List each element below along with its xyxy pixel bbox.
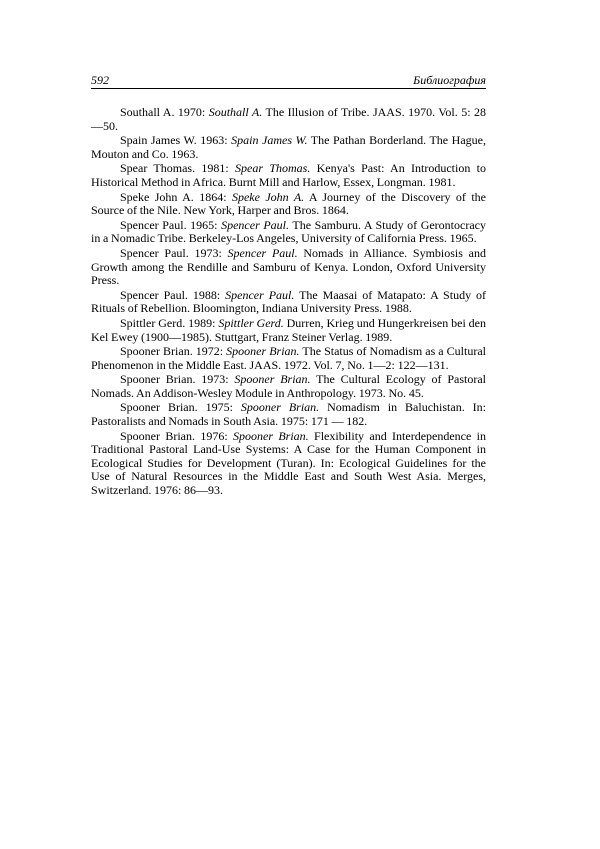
bibliography-entry: Spencer Paul. 1988: Spencer Paul. The Maasai of Matapato: A Study of Rituals of Rebellion. Bloomington, Indiana University Press. 1988. xyxy=(91,287,486,316)
bibliography-entry: Spain James W. 1963: Spain James W. The Pathan Borderland. The Hague, Mouton and Co. 1963. xyxy=(91,133,486,161)
bibliography-entry: Spear Thomas. 1981: Spear Thomas. Kenya's Past: An Introduction to Historical Method in Africa. Burnt Mill and Harlow, Essex, Longman. 1981. xyxy=(91,161,486,189)
bibliography-entry: Spooner Brian. 1976: Spooner Brian. Flexibility and Interdependence in Traditional Pastoral Land-Use Systems: A Case for the Human Component in Ecological Studies for Development (Turan). In: Ecological Guidelines for the Use of Natural Resources in the Middle East and South West Asia. Merges, Switzerland. 1976: 86—93. xyxy=(91,428,486,498)
bibliography-entry: Speke John A. 1864: Speke John A. A Journey of the Discovery of the Source of the Nile. New York, Harper and Bros. 1864. xyxy=(91,189,486,218)
bibliography-entry: Southall A. 1970: Southall A. The Illusion of Tribe. JAAS. 1970. Vol. 5: 28—50. xyxy=(91,105,486,133)
bibliography-entry: Spooner Brian. 1972: Spooner Brian. The Status of Nomadism as a Cultural Phenomenon in the Middle East. JAAS. 1972. Vol. 7, No. 1—2: 122—131. xyxy=(91,344,487,372)
bibliography-list xyxy=(91,106,486,499)
bibliography-entry: Spencer Paul. 1973: Spencer Paul. Nomads in Alliance. Symbiosis and Growth among the Rendille and Samburu of Kenya. London, Oxford University Press. xyxy=(91,245,486,288)
bibliography-entry: Spooner Brian. 1973: Spooner Brian. The Cultural Ecology of Pastoral Nomads. An Addison-Wesley Module in Anthropology. 1973. No. 45. xyxy=(91,372,487,400)
bibliography-entry: Spencer Paul. 1965: Spencer Paul. The Samburu. A Study of Gerontocracy in a Nomadic Tribe. Berkeley-Los Angeles, University of California Press. 1965. xyxy=(91,217,486,246)
bibliography-entry: Spooner Brian. 1975: Spooner Brian. Nomadism in Baluchistan. In: Pastoralists and Nomads in South Asia. 1975: 171 — 182. xyxy=(91,400,486,429)
bibliography-entry: Spittler Gerd. 1989: Spittler Gerd. Durren, Krieg und Hungerkreisen bei den Kel Ewey (1900—1985). Stuttgart, Franz Steiner Verlag. 1989. xyxy=(91,315,486,344)
page-number: 592 xyxy=(91,73,109,87)
running-header xyxy=(91,72,486,89)
section-title: Библиография xyxy=(413,73,486,87)
